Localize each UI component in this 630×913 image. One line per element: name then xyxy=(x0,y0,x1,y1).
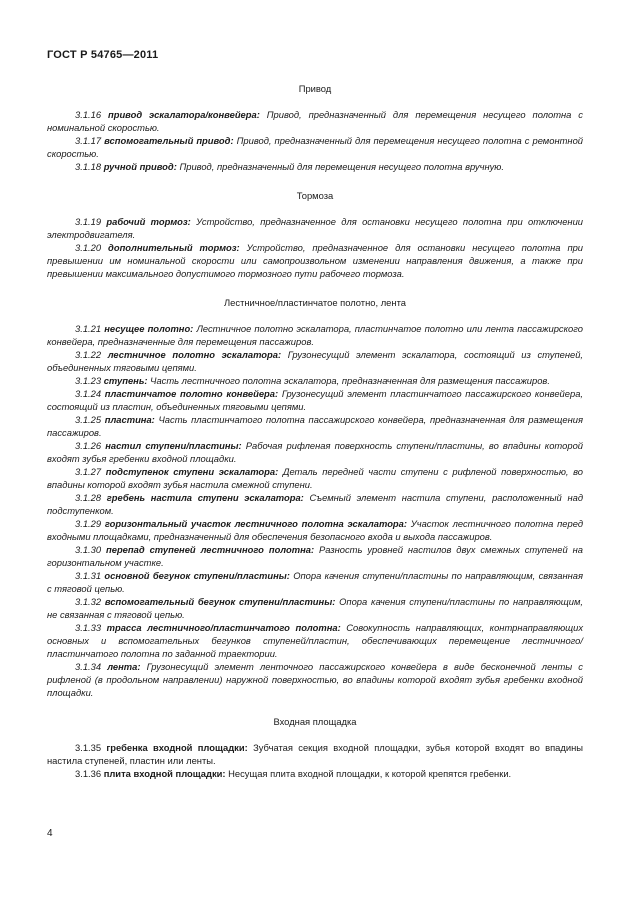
term: пластина: xyxy=(104,414,155,425)
definition: Часть пластинчатого полотна пассажирского конвейера, предназначенная для размещения пассажиров. xyxy=(47,414,583,438)
definition-item xyxy=(47,134,583,160)
section-title: Входная площадка xyxy=(273,716,357,727)
term: трасса лестничного/пластинчатого полотна: xyxy=(106,622,341,633)
item-number: 3.1.17 xyxy=(75,135,102,146)
term: гребень настила ступени эскалатора: xyxy=(106,492,304,503)
definition: Грузонесущий элемент эскалатора, состоящий из ступеней, объединенных тяговыми цепями. xyxy=(47,349,584,373)
definition: Лестничное полотно эскалатора, пластинчатое полотно или лента пассажирского конвейера, предназначенные для перемещения пассажиров. xyxy=(47,323,583,347)
term: горизонтальный участок лестничного полотна эскалатора: xyxy=(104,518,407,529)
item-number: 3.1.16 xyxy=(75,109,102,120)
definition: Опора качения ступени/пластины по направляющим, не связанная с тяговой цепью. xyxy=(47,596,584,620)
definition: Совокупность направляющих, контрнаправляющих основных и вспомогательных бегунков ступеней/пластин, обеспечивающих перемещение лестничного/пластинчатого полотна по заданной траектории. xyxy=(47,622,584,659)
definition-item xyxy=(47,348,583,374)
definition: Устройство, предназначенное для остановки несущего полотна при превышении им номинальной скорости или самопроизвольном изменении направления движения, а также при превышении максимального допустимого тормозного пути рабочего тормоза. xyxy=(47,242,584,279)
term: плита входной площадки: xyxy=(103,768,226,779)
item-number: 3.1.21 xyxy=(75,323,102,334)
item-number: 3.1.27 xyxy=(75,466,102,477)
document-body xyxy=(47,78,583,780)
definition: Деталь передней части ступени с рифленой поверхностью, во впадины которой входят зубья настила смежной ступени. xyxy=(47,466,583,490)
item-number: 3.1.28 xyxy=(75,492,102,503)
item-number: 3.1.33 xyxy=(75,622,102,633)
document-header: ГОСТ Р 54765—2011 xyxy=(47,49,159,61)
term: гребенка входной площадки: xyxy=(106,742,248,753)
section-title: Тормоза xyxy=(296,190,334,201)
term: вспомогательный бегунок ступени/пластины: xyxy=(104,596,336,607)
item-number: 3.1.26 xyxy=(75,440,102,451)
definition-item xyxy=(47,741,583,767)
definition-item xyxy=(47,387,583,413)
definition: Зубчатая секция входной площадки, зубья которой входят во впадины настила ступеней, пластин или ленты. xyxy=(47,742,583,766)
item-number: 3.1.24 xyxy=(75,388,102,399)
item-number: 3.1.32 xyxy=(75,596,102,607)
section-drive xyxy=(47,82,583,173)
item-number: 3.1.35 xyxy=(75,742,102,753)
definition: Привод, предназначенный для перемещения несущего полотна вручную. xyxy=(179,161,504,172)
term: несущее полотно: xyxy=(104,323,194,334)
definition: Рабочая рифленая поверхность ступени/пластины, во впадины которой входят зубья гребенки входной площадки. xyxy=(47,440,583,464)
term: лента: xyxy=(107,661,141,672)
definition-item xyxy=(47,517,583,543)
definition: Грузонесущий элемент пластинчатого пассажирского конвейера, состоящий из пластин, объединенных тяговыми цепями. xyxy=(47,388,584,412)
definition: Несущая плита входной площадки, к которой крепятся гребенки. xyxy=(228,768,512,779)
item-number: 3.1.30 xyxy=(75,544,102,555)
term: перепад ступеней лестничного полотна: xyxy=(106,544,315,555)
definition: Опора качения ступени/пластины по направляющим, связанная с тяговой цепью. xyxy=(47,570,583,594)
item-number: 3.1.34 xyxy=(75,661,102,672)
section-step-band xyxy=(47,296,583,699)
term: рабочий тормоз: xyxy=(106,216,191,227)
definition-item xyxy=(47,215,583,241)
page-number: 4 xyxy=(47,828,53,839)
definition-item xyxy=(47,322,583,348)
definition-item xyxy=(47,660,583,699)
section-title: Привод xyxy=(298,83,332,94)
definition-item xyxy=(47,491,583,517)
item-number: 3.1.18 xyxy=(75,161,102,172)
definition: Привод, предназначенный для перемещения несущего полотна с ремонтной скоростью. xyxy=(47,135,584,159)
item-number: 3.1.19 xyxy=(75,216,102,227)
term: лестничное полотно эскалатора: xyxy=(107,349,282,360)
term: основной бегунок ступени/пластины: xyxy=(104,570,290,581)
item-number: 3.1.31 xyxy=(75,570,102,581)
definition-item xyxy=(47,595,583,621)
definition-item xyxy=(47,767,583,780)
definition-item xyxy=(47,543,583,569)
term: дополнительный тормоз: xyxy=(108,242,240,253)
definition: Разность уровней настилов двух смежных ступеней на горизонтальном участке. xyxy=(47,544,583,568)
term: пластинчатое полотно конвейера: xyxy=(104,388,279,399)
item-number: 3.1.29 xyxy=(75,518,102,529)
definition-item xyxy=(47,465,583,491)
item-number: 3.1.22 xyxy=(75,349,102,360)
item-number: 3.1.25 xyxy=(75,414,102,425)
definition-item xyxy=(47,413,583,439)
term: ручной привод: xyxy=(103,161,177,172)
term: привод эскалатора/конвейера: xyxy=(108,109,260,120)
section-landing xyxy=(47,715,583,780)
definition-item xyxy=(47,241,583,280)
item-number: 3.1.36 xyxy=(75,768,102,779)
section-title: Лестничное/пластинчатое полотно, лента xyxy=(224,297,406,308)
definition: Часть лестничного полотна эскалатора, предназначенная для размещения пассажиров. xyxy=(150,375,550,386)
definition: Съемный элемент настила ступени, расположенный над подступенком. xyxy=(47,492,584,516)
definition: Грузонесущий элемент ленточного пассажирского конвейера в виде бесконечной ленты с рифленой (в продольном направлении) наружной поверхностью, во впадины которой входят зубья гребенки входной площадки. xyxy=(47,661,583,698)
term: вспомогательный привод: xyxy=(104,135,234,146)
term: ступень: xyxy=(103,375,148,386)
definition-item xyxy=(47,439,583,465)
item-number: 3.1.20 xyxy=(75,242,102,253)
definition-item xyxy=(47,160,583,173)
section-brakes xyxy=(47,189,583,280)
definition-item xyxy=(47,621,583,660)
term: настил ступени/пластины: xyxy=(105,440,242,451)
item-number: 3.1.23 xyxy=(75,375,102,386)
definition-item xyxy=(47,108,583,134)
definition: Привод, предназначенный для перемещения несущего полотна с номинальной скоростью. xyxy=(47,109,583,133)
definition: Устройство, предназначенное для остановки несущего полотна при отключении электродвигателя. xyxy=(47,216,584,240)
definition: Участок лестничного полотна перед входными площадками, предназначенный для обеспечения безопасного входа и выхода пассажиров. xyxy=(47,518,584,542)
definition-item xyxy=(47,374,583,387)
definition-item xyxy=(47,569,583,595)
term: подступенок ступени эскалатора: xyxy=(105,466,279,477)
